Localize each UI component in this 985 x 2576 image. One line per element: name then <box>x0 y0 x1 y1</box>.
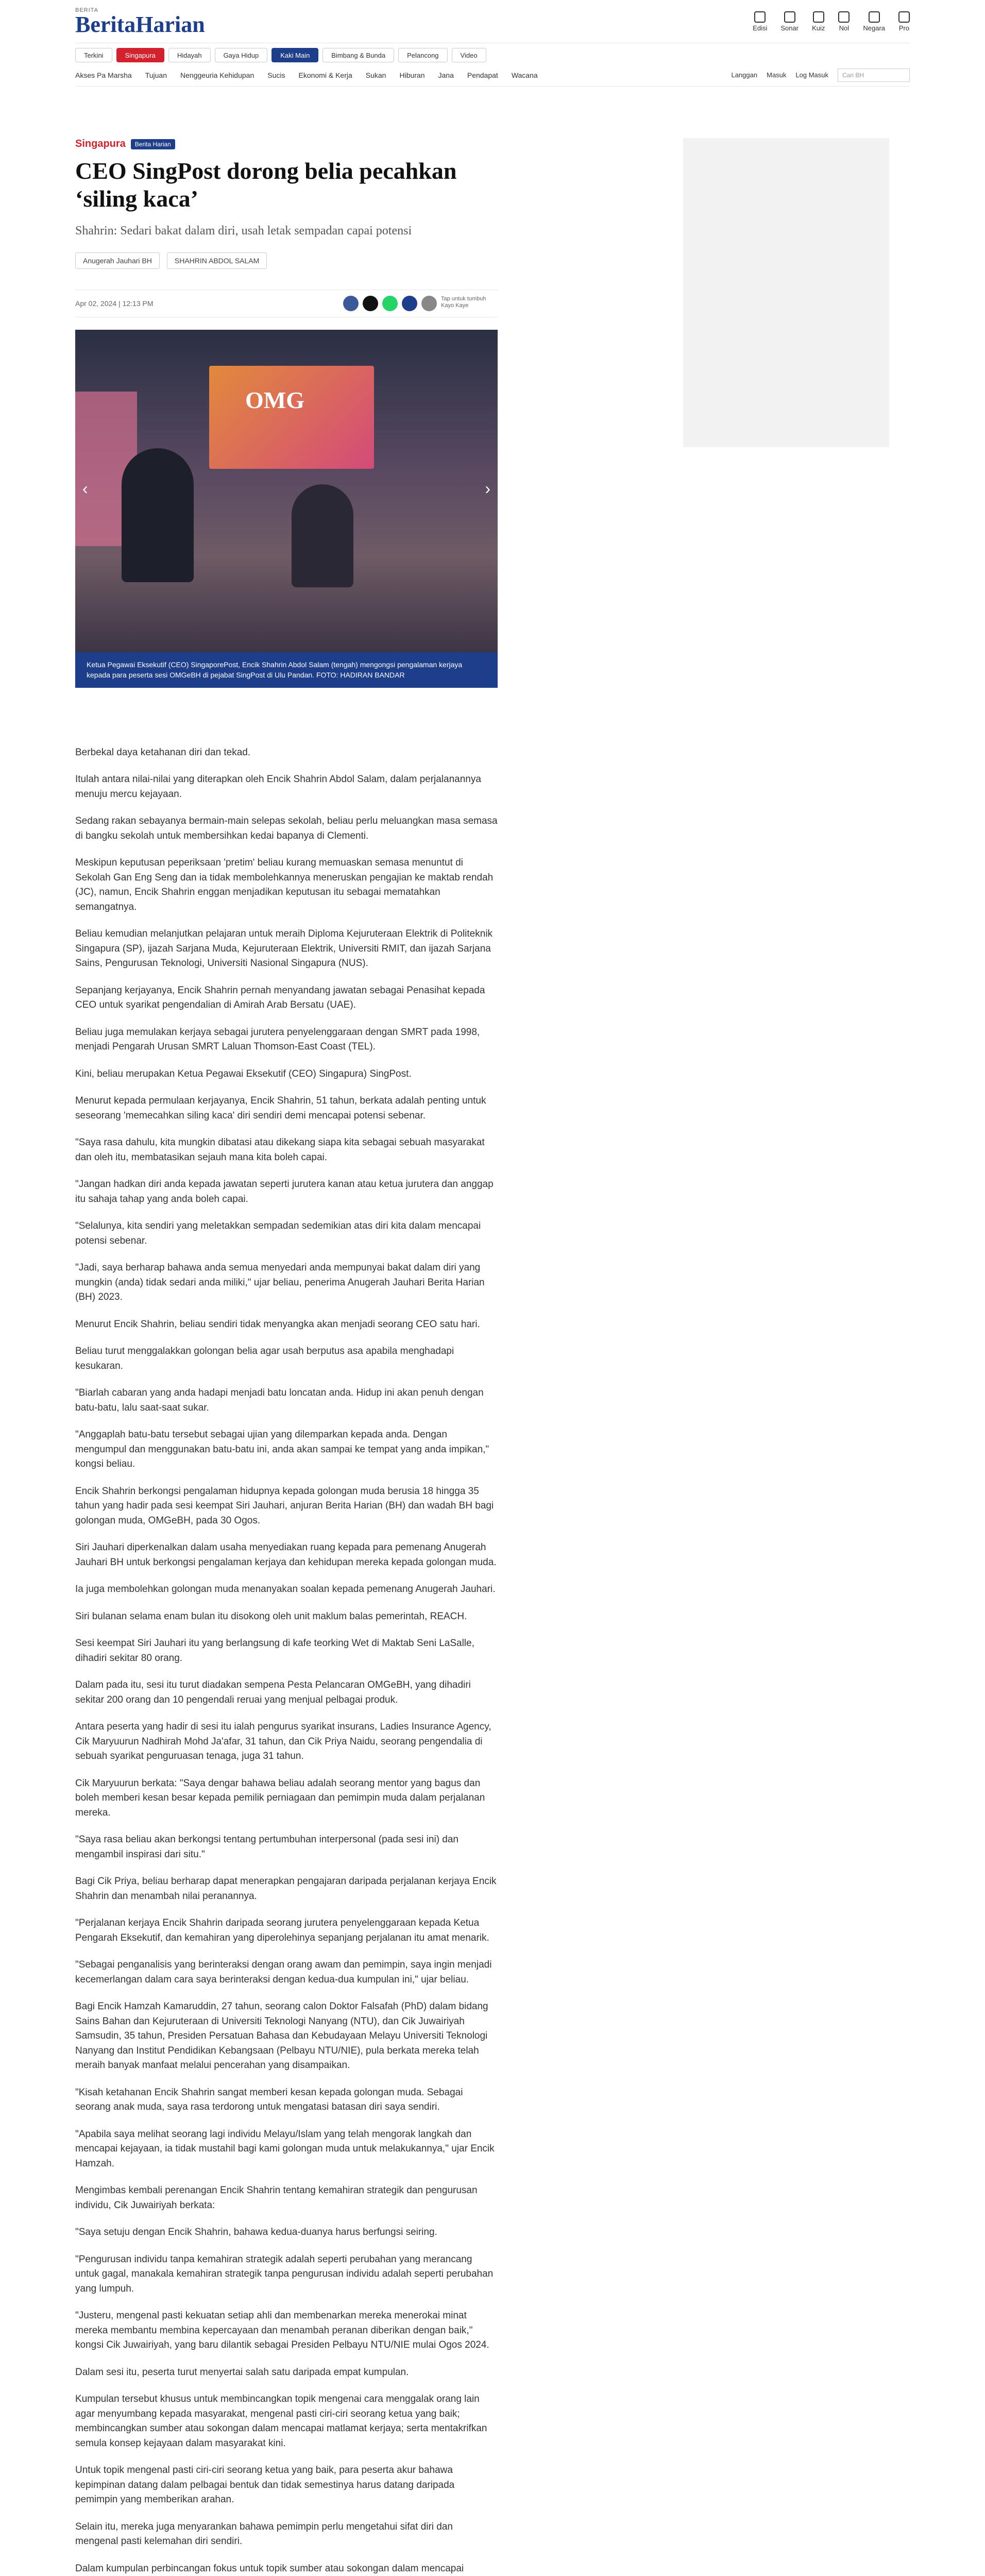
nav-item[interactable]: Pendapat <box>467 71 498 79</box>
body-paragraph: Beliau kemudian melanjutkan pelajaran untuk meraih Diploma Kejuruteraan Elektrik di Politeknik Singapura (SP), ijazah Sarjana Muda, Kejuruteraan Elektrik, Universiti RMIT, dan ijazah Sarjana Sains, Pengurusan Teknologi, Universiti Nasional Singapura (NUS). <box>75 928 493 969</box>
nav-item[interactable]: Ekonomi & Kerja <box>298 71 352 79</box>
body-paragraph: Sedang rakan sebayanya bermain-main selepas sekolah, beliau perlu meluangkan masa semasa di bangku sekolah untuk membersihkan kedai bapanya di Clementi. <box>75 816 498 841</box>
chevron-left-icon[interactable]: ‹ <box>82 479 88 498</box>
signin-link[interactable]: Masuk <box>767 71 787 79</box>
photo-speaker <box>122 448 194 582</box>
pill-singapura[interactable]: Singapura <box>116 48 164 62</box>
utility-item[interactable]: Kuiz <box>812 11 825 32</box>
body-paragraph: Kumpulan tersebut khusus untuk membincangkan topik mengenai cara menggalak orang lain agar menyumbang kepada masyarakat, mengenal pasti ciri-ciri seorang ketua yang baik; membincangkan sumber atau sokongan dalam mencapai matlamat kerjaya; serta mentakrifkan semula konsep kejayaan dalam masyarakat kini. <box>75 2394 487 2449</box>
tag-link[interactable]: SHAHRIN ABDOL SALAM <box>167 252 267 269</box>
pill-kaki-main[interactable]: Kaki Main <box>271 48 318 62</box>
article-body <box>75 745 498 2576</box>
body-paragraph: "Apabila saya melihat seorang lagi individu Melayu/Islam yang telah mengorak langkah dan mencapai kejayaan, ia tidak mustahil bagi kami golongan muda untuk melakukannya," ujar Encik Hamzah. <box>75 2128 495 2169</box>
section-pills <box>75 43 910 64</box>
body-paragraph: "Saya rasa beliau akan berkongsi tentang pertumbuhan interpersonal (pada sesi ini) dan mengambil inspirasi dari situ." <box>75 1834 458 1860</box>
pro-icon <box>898 11 910 23</box>
body-paragraph: Dalam pada itu, sesi itu turut diadakan sempena Pesta Pelancaran OMGeBH, yang dihadiri sekitar 200 orang dan 10 pengendali reruai yang menjual pelbagai produk. <box>75 1680 471 1705</box>
article <box>75 138 498 2576</box>
body-paragraph: "Kisah ketahanan Encik Shahrin sangat memberi kesan kepada golongan muda. Sebagai seorang anak muda, saya rasa terdorong untuk mengatasi batasan diri saya sendiri. <box>75 2087 463 2113</box>
photo-screen: OMG <box>209 366 374 469</box>
utility-nav <box>753 11 910 32</box>
body-paragraph: "Biarlah cabaran yang anda hadapi menjadi batu loncatan anda. Hidup ini akan penuh dengan batu-batu, lalu saat-saat sukar. <box>75 1387 484 1413</box>
body-paragraph: "Jangan hadkan diri anda kepada jawatan seperti jurutera kanan atau ketua jurutera dan anggap itu sahaja tahap yang anda boleh capai. <box>75 1179 494 1205</box>
telegram-icon[interactable] <box>402 296 417 311</box>
body-paragraph: Sesi keempat Siri Jauhari itu yang berlangsung di kafe teorking Wet di Maktab Seni LaSalle, dihadiri sekitar 80 orang. <box>75 1638 474 1664</box>
article-category[interactable]: Singapura <box>75 138 126 149</box>
header <box>75 0 910 43</box>
sidebar <box>683 138 910 2576</box>
body-paragraph: Encik Shahrin berkongsi pengalaman hidupnya kepada golongan muda berusia 18 hingga 35 tahun yang hadir pada sesi keempat Siri Jauhari, anjuran Berita Harian (BH) dan wadah BH bagi golongan muda, OMGeBH, pada 30 Ogos. <box>75 1485 494 1526</box>
body-paragraph: Cik Maryuurun berkata: "Saya dengar bahawa beliau adalah seorang mentor yang bagus dan boleh memberi kesan besar kepada pemilik perniagaan dan pemimpin muda dalam perjalanan mereka. <box>75 1777 485 1818</box>
body-paragraph: "Selalunya, kita sendiri yang meletakkan sempadan sedemikian atas diri kita dalam mencapai potensi sebenar. <box>75 1221 481 1246</box>
publish-date: Apr 02, 2024 | 12:13 PM <box>75 299 154 308</box>
body-paragraph: "Jadi, saya berharap bahawa anda semua menyedari anda mempunyai bakat dalam diri yang mungkin (anda) tidak sedari anda miliki," ujar beliau, penerima Anugerah Jauhari Berita Harian (BH) 2023. <box>75 1262 485 1303</box>
edisi-icon <box>754 11 766 23</box>
body-paragraph: Untuk topik mengenal pasti ciri-ciri seorang ketua yang baik, para peserta akur bahawa kepimpinan datang dalam pelbagai bentuk dan tidak semestinya harus datang daripada pemimpin yang memberikan arahan. <box>75 2465 455 2505</box>
article-badge: Berita Harian <box>131 139 175 149</box>
body-paragraph: Kini, beliau merupakan Ketua Pegawai Eksekutif (CEO) Singapura) SingPost. <box>75 1068 412 1079</box>
nav-item[interactable]: Sucis <box>267 71 285 79</box>
nav-item[interactable]: Hiburan <box>399 71 425 79</box>
body-paragraph: "Justeru, mengenal pasti kekuatan setiap ahli dan membenarkan mereka menerokai minat mereka membantu membina kepercayaan dan menambah peranan diberikan dengan baik," kongsi Cik Juwairiyah, yang baru dilantik sebagai Presiden Pelbayu NTU/NIE mulai Ogos 2024. <box>75 2310 489 2351</box>
whatsapp-icon[interactable] <box>382 296 398 311</box>
share-text: Tap untuk tumbuh Kayo Kaye <box>441 295 486 309</box>
search-input[interactable]: Cari BH <box>838 69 910 82</box>
body-paragraph: Siri bulanan selama enam bulan itu disokong oleh unit maklum balas pemerintah, REACH. <box>75 1611 467 1622</box>
utility-item[interactable]: Negara <box>863 11 885 32</box>
nav-item[interactable]: Jana <box>438 71 454 79</box>
body-paragraph: "Anggaplah batu-batu tersebut sebagai ujian yang dilemparkan kepada anda. Dengan mengumpul dan menggunakan batu-batu ini, anda akan sampai ke tempat yang anda impikan," kongsi beliau. <box>75 1429 489 1470</box>
body-paragraph: Selain itu, mereka juga menyarankan bahawa pemimpin perlu mengetahui sifat diri dan mengenal pasti kelemahan diri sendiri. <box>75 2521 453 2547</box>
article-title: CEO SingPost dorong belia pecahkan ‘siling kaca’ <box>75 158 457 212</box>
subscribe-link[interactable]: Langgan <box>731 71 758 79</box>
share-bar <box>343 296 498 311</box>
main-nav <box>75 64 910 87</box>
body-paragraph: Itulah antara nilai-nilai yang diterapkan oleh Encik Shahrin Abdol Salam, dalam perjalanannya menuju mercu kejayaan. <box>75 774 481 800</box>
body-paragraph: Menurut kepada permulaan kerjayanya, Encik Shahrin, 51 tahun, berkata adalah penting untuk seseorang 'memecahkan siling kaca' diri sendiri demi mencapai potensi sebenar. <box>75 1095 486 1121</box>
pill-terkini[interactable]: Terkini <box>75 48 112 62</box>
photo-caption: Ketua Pegawai Eksekutif (CEO) SingaporePost, Encik Shahrin Abdol Salam (tengah) mengongsi pengalaman kerjaya kepada para peserta sesi OMGeBH di pejabat SingPost di Ulu Pandan. FOTO: HADIRAN BANDAR <box>75 652 498 688</box>
body-paragraph: Dalam sesi itu, peserta turut menyertai salah satu daripada empat kumpulan. <box>75 2366 409 2378</box>
kuiz-icon <box>813 11 824 23</box>
site-logo[interactable]: BERITA BeritaHarian <box>75 7 205 37</box>
body-paragraph: Antara peserta yang hadir di sesi itu ialah pengurus syarikat insurans, Ladies Insurance Agency, Cik Maryuurun Nadhirah Mohd Ja'afar, 31 tahun, dan Cik Priya Naidu, seorang pengendalia di sebuah syarikat penguruasan tenaga, juga 31 tahun. <box>75 1721 491 1762</box>
login-link[interactable]: Log Masuk <box>795 71 828 79</box>
article-subtitle: Shahrin: Sedari bakat dalam diri, usah letak sempadan capai potensi <box>75 224 412 238</box>
nav-item[interactable]: Akses Pa Marsha <box>75 71 132 79</box>
x-icon[interactable] <box>363 296 378 311</box>
body-paragraph: Siri Jauhari diperkenalkan dalam usaha menyediakan ruang kepada para pemenang Anugerah Jauhari BH untuk berkongsi pengalaman kerjaya dan kehidupan mereka kepada golongan muda. <box>75 1542 497 1568</box>
nav-item[interactable]: Sukan <box>365 71 386 79</box>
pill-bimbang[interactable]: Bimbang & Bunda <box>322 48 394 62</box>
body-paragraph: Sepanjang kerjayanya, Encik Shahrin pernah menyandang jawatan sebagai Penasihat kepada CEO untuk syarikat pengendalian di Amirah Arab Bersatu (UAE). <box>75 985 485 1011</box>
article-photo[interactable] <box>75 330 498 652</box>
body-paragraph: Beliau juga memulakan kerjaya sebagai jurutera penyelenggaraan dengan SMRT pada 1998, menjadi Pengarah Urusan SMRT Laluan Thomson-East Coast (TEL). <box>75 1026 480 1053</box>
negara-icon <box>869 11 880 23</box>
ad-slot[interactable] <box>683 138 889 447</box>
body-paragraph: Beliau turut menggalakkan golongan belia agar usah berputus asa apabila menghadapi kesukaran. <box>75 1346 454 1371</box>
chevron-right-icon[interactable]: › <box>485 479 490 498</box>
body-paragraph: Berbekal daya ketahanan diri dan tekad. <box>75 747 251 758</box>
body-paragraph: "Saya setuju dengan Encik Shahrin, bahawa kedua-duanya harus berfungsi seiring. <box>75 2227 437 2238</box>
utility-item[interactable]: Edisi <box>753 11 767 32</box>
nav-item[interactable]: Tujuan <box>145 71 167 79</box>
body-paragraph: "Sebagai penganalisis yang berinteraksi dengan orang awam dan pemimpin, saya ingin menjadi kecemerlangan dalam cara saya berinteraksi dengan kedua-dua kumpulan ini," ujar beliau. <box>75 1959 492 1985</box>
nol-icon <box>838 11 850 23</box>
utility-item[interactable]: Sonar <box>780 11 799 32</box>
body-paragraph: Menurut Encik Shahrin, beliau sendiri tidak menyangka akan menjadi seorang CEO satu hari. <box>75 1318 480 1330</box>
body-paragraph: Meskipun keputusan peperiksaan 'pretim' beliau kurang memuaskan semasa menuntut di Sekolah Gan Eng Seng dan ia tidak membolehkannya meneruskan pengajian ke maktab rendah (JC), namun, Encik Shahrin enggan menjadikan keputusan itu sebagai mematahkan semangatnya. <box>75 857 494 912</box>
pill-gaya-hidup[interactable]: Gaya Hidup <box>215 48 268 62</box>
link-icon[interactable] <box>421 296 437 311</box>
body-paragraph: "Saya rasa dahulu, kita mungkin dibatasi atau dikekang siapa kita sebagai sebuah masyarakat dan oleh itu, membatasikan sejauh mana kita boleh capai. <box>75 1137 485 1163</box>
body-paragraph: "Pengurusan individu tanpa kemahiran strategik adalah seperti perubahan yang merancang untuk gagal, manakala kemahiran strategik tanpa pengurusan individu adalah seperti perubahan yang lumpuh. <box>75 2253 494 2294</box>
pill-hidayah[interactable]: Hidayah <box>168 48 211 62</box>
sonar-icon <box>784 11 795 23</box>
pill-pelancong[interactable]: Pelancong <box>398 48 447 62</box>
body-paragraph: "Perjalanan kerjaya Encik Shahrin daripada seorang jurutera penyelenggaraan kepada Ketua Pengarah Eksekutif, dan kemahiran yang diperolehinya sepanjang perjalanan itu amat menarik. <box>75 1918 489 1943</box>
body-paragraph: Bagi Encik Hamzah Kamaruddin, 27 tahun, seorang calon Doktor Falsafah (PhD) dalam bidang Sains Bahan dan Kejuruteraan di Universiti Teknologi Nanyang (NTU), dan Cik Juwairiyah Samsudin, 35 tahun, Presiden Persatuan Bahasa dan Kebudayaan Melayu Universiti Teknologi Nanyang dan Institut Pendidikan Kebangsaan (Pelbayu NTU/NIE), pula berkata mereka telah meraih banyak manfaat melalui pencerahan yang disampaikan. <box>75 2001 488 2071</box>
nav-item[interactable]: Nenggeuria Kehidupan <box>180 71 254 79</box>
body-paragraph: Dalam kumpulan perbincangan fokus untuk topik sumber atau sokongan dalam mencapai <box>75 2563 464 2574</box>
photo-audience <box>292 484 353 587</box>
nav-item[interactable]: Wacana <box>511 71 538 79</box>
body-paragraph: Bagi Cik Priya, beliau berharap dapat menerapkan pengajaran daripada perjalanan kerjaya Encik Shahrin dan menambah nilai peranannya. <box>75 1876 497 1902</box>
body-paragraph: Ia juga membolehkan golongan muda menanyakan soalan kepada pemenang Anugerah Jauhari. <box>75 1584 496 1595</box>
facebook-icon[interactable] <box>343 296 359 311</box>
utility-item[interactable]: Pro <box>898 11 910 32</box>
utility-item[interactable]: Nol <box>838 11 850 32</box>
pill-video[interactable]: Video <box>452 48 486 62</box>
tag-link[interactable]: Anugerah Jauhari BH <box>75 252 160 269</box>
body-paragraph: Mengimbas kembali perenangan Encik Shahrin tentang kemahiran strategik dan pengurusan individu, Cik Juwairiyah berkata: <box>75 2185 478 2211</box>
